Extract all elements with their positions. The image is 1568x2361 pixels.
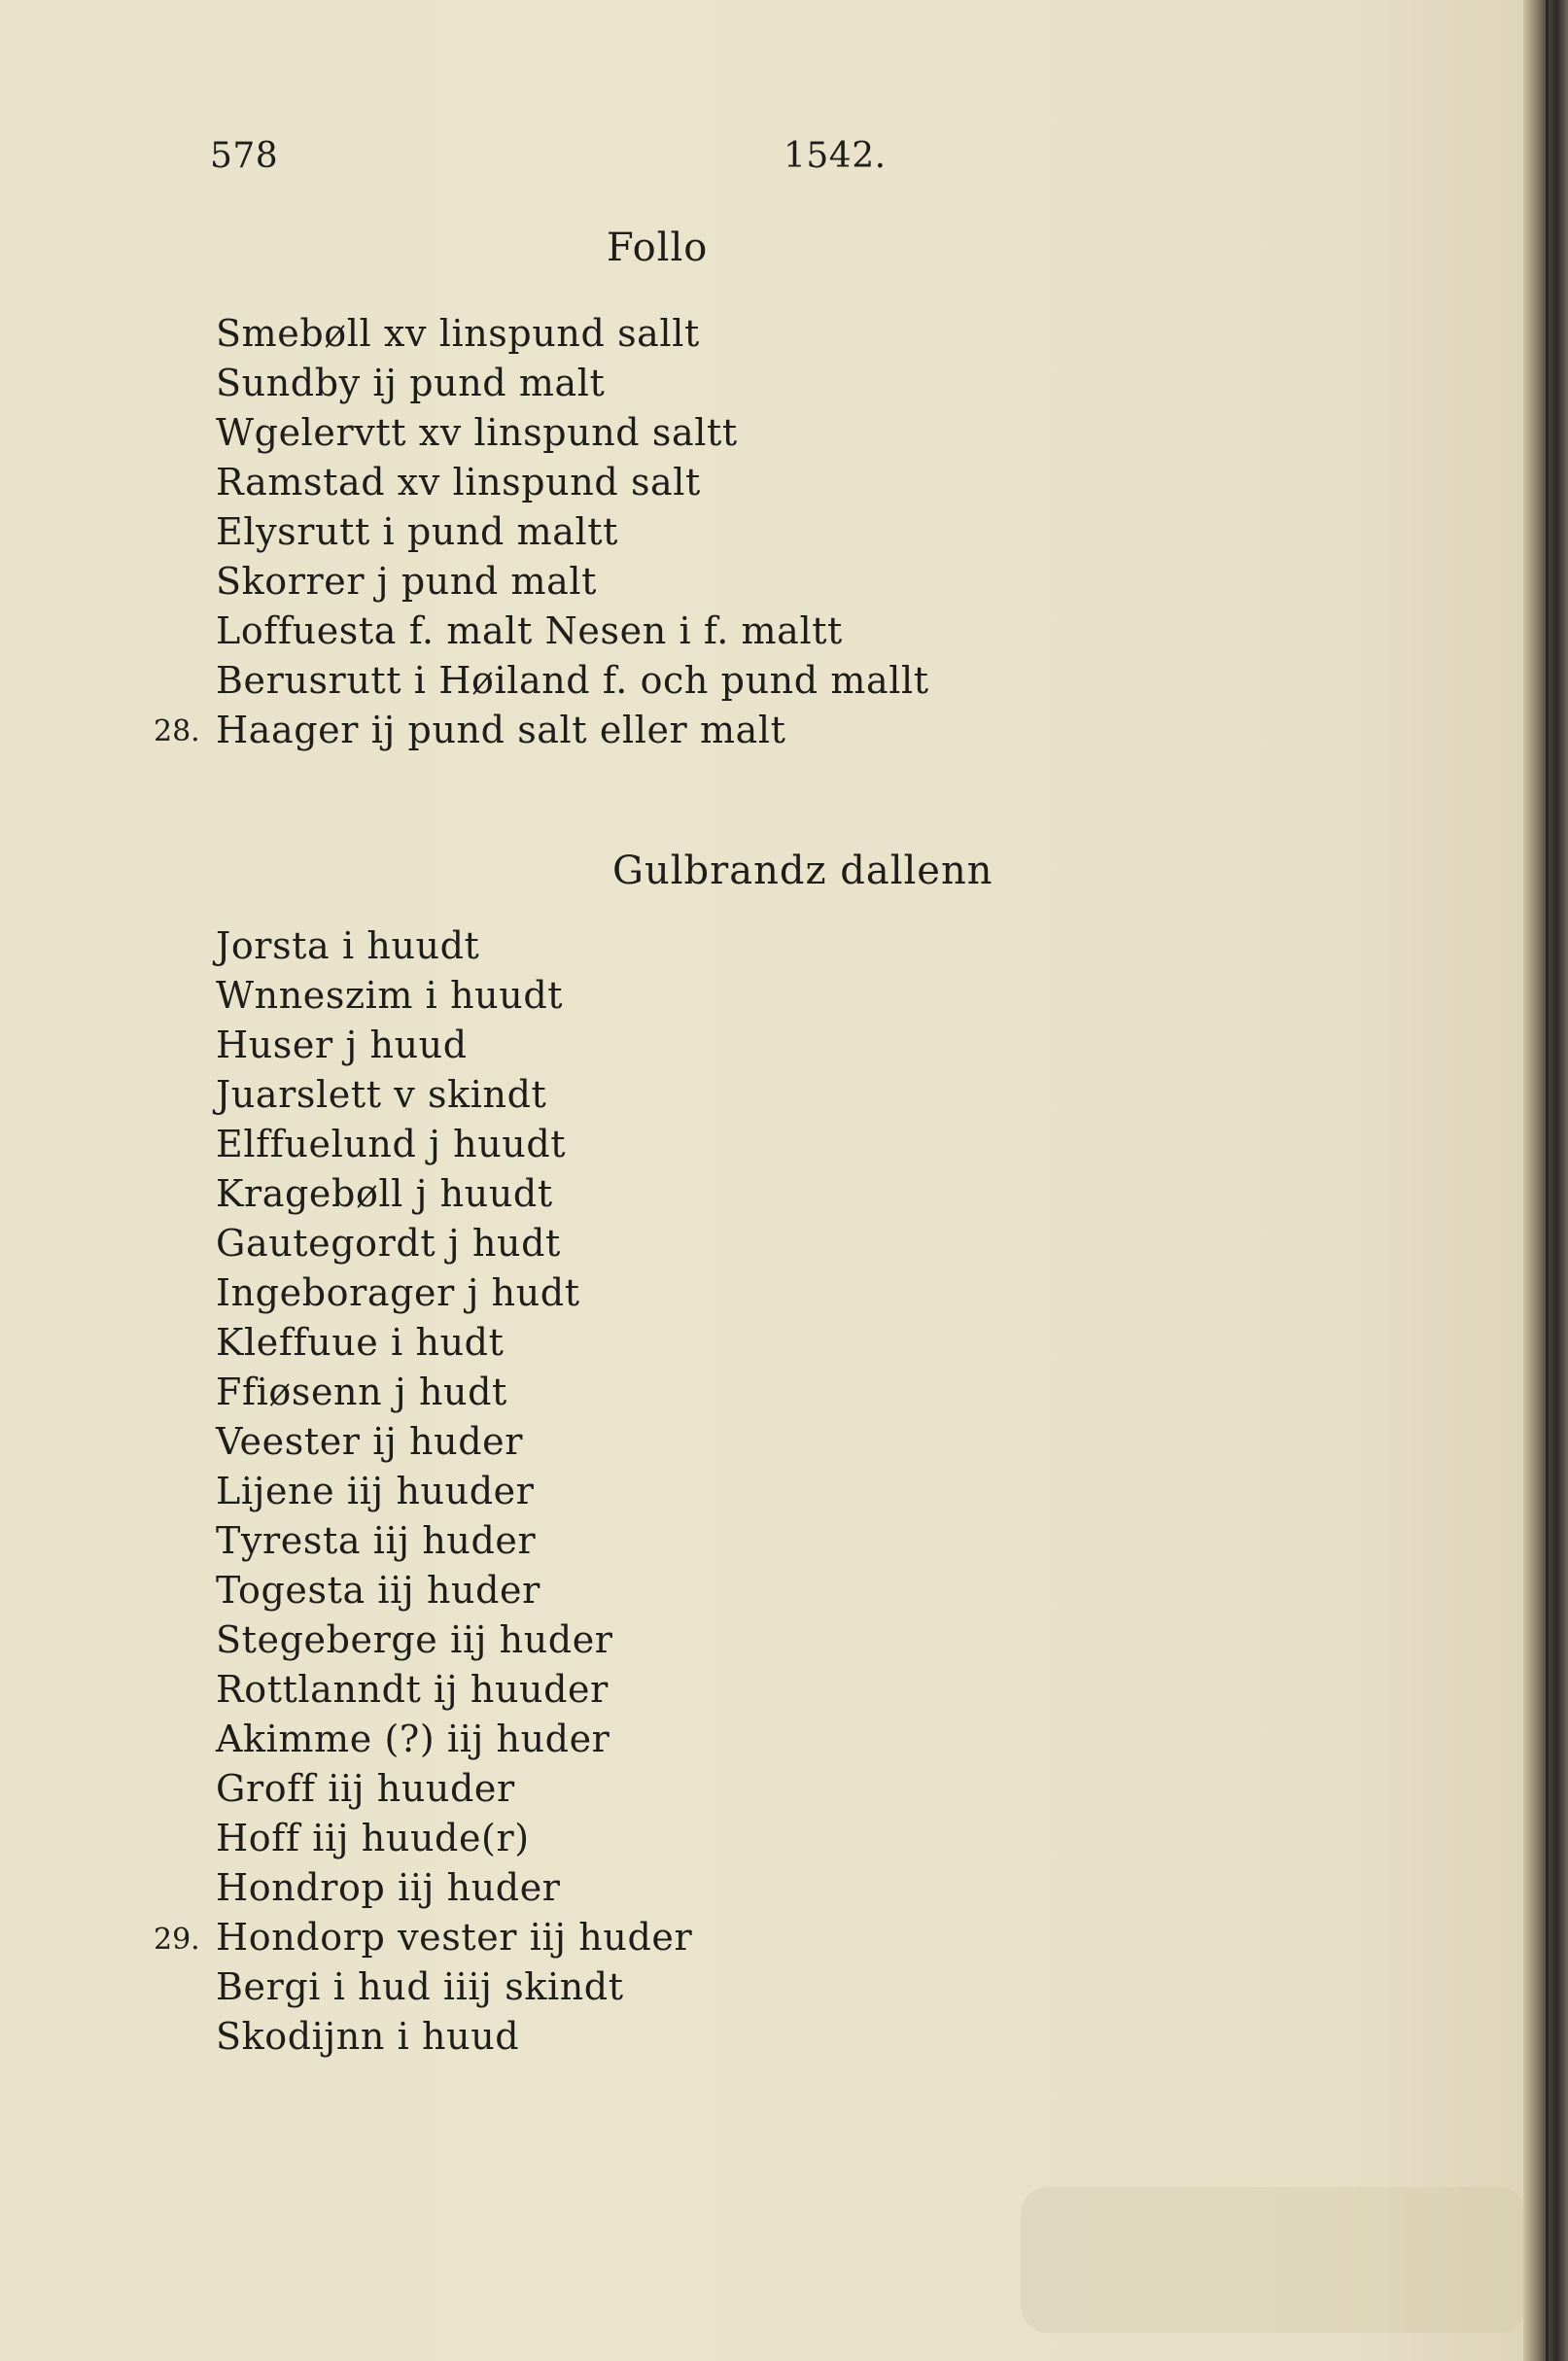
list-item: Huser j huud <box>216 1024 468 1066</box>
list-item: Rottlanndt ij huuder <box>216 1668 609 1711</box>
list-item: Jorsta i huudt <box>216 924 480 967</box>
section-heading-gulbrandz-dallenn: Gulbrandz dallenn <box>612 849 993 893</box>
paper-stain <box>1021 2187 1526 2333</box>
margin-marker-28: 28. <box>154 714 200 748</box>
list-item: Loffuesta f. malt Nesen i f. maltt <box>216 609 843 652</box>
gulbrandz-entry-list <box>216 921 692 2062</box>
list-item: Smebøll xv linspund sallt <box>216 312 700 355</box>
list-item: Haager ij pund salt eller malt <box>216 709 786 751</box>
list-item: Sundby ij pund malt <box>216 362 606 404</box>
section-heading-follo: Follo <box>607 226 709 270</box>
list-item: Kleffuue i hudt <box>216 1321 505 1364</box>
list-item: Bergi i hud iiij skindt <box>216 1965 624 2008</box>
list-item: Kragebøll j huudt <box>216 1172 553 1215</box>
list-item: Berusrutt i Høiland f. och pund mallt <box>216 659 929 702</box>
margin-marker-29: 29. <box>154 1923 200 1957</box>
list-item: Elysrutt i pund maltt <box>216 510 619 553</box>
list-item: Skodijnn i huud <box>216 2015 520 2058</box>
list-item: Gautegordt j hudt <box>216 1222 561 1265</box>
year-header: 1542. <box>784 136 887 176</box>
list-item: Wgelervtt xv linspund saltt <box>216 411 738 454</box>
list-item: Ingeborager j hudt <box>216 1271 580 1314</box>
list-item: Wnneszim i huudt <box>216 974 564 1017</box>
list-item: Hondrop iij huder <box>216 1866 561 1909</box>
follo-entry-list <box>216 309 929 755</box>
list-item: Hoff iij huude(r) <box>216 1817 530 1859</box>
list-item: Stegeberge iij huder <box>216 1618 613 1661</box>
list-item: Juarslett v skindt <box>216 1073 547 1116</box>
book-spine-shadow <box>1546 0 1549 2361</box>
list-item: Groff iij huuder <box>216 1767 515 1810</box>
list-item: Ramstad xv linspund salt <box>216 461 701 503</box>
list-item: Elffuelund j huudt <box>216 1123 567 1165</box>
list-item: Veester ij huder <box>216 1420 523 1463</box>
list-item: Togesta iij huder <box>216 1569 540 1612</box>
list-item: Akimme (?) iij huder <box>216 1718 610 1760</box>
list-item: Tyresta iij huder <box>216 1519 537 1562</box>
page-number: 578 <box>210 136 279 176</box>
list-item: Lijene iij huuder <box>216 1470 535 1512</box>
list-item: Skorrer j pund malt <box>216 560 598 603</box>
list-item: Hondorp vester iij huder <box>216 1916 693 1959</box>
list-item: Ffiøsenn j hudt <box>216 1371 507 1413</box>
